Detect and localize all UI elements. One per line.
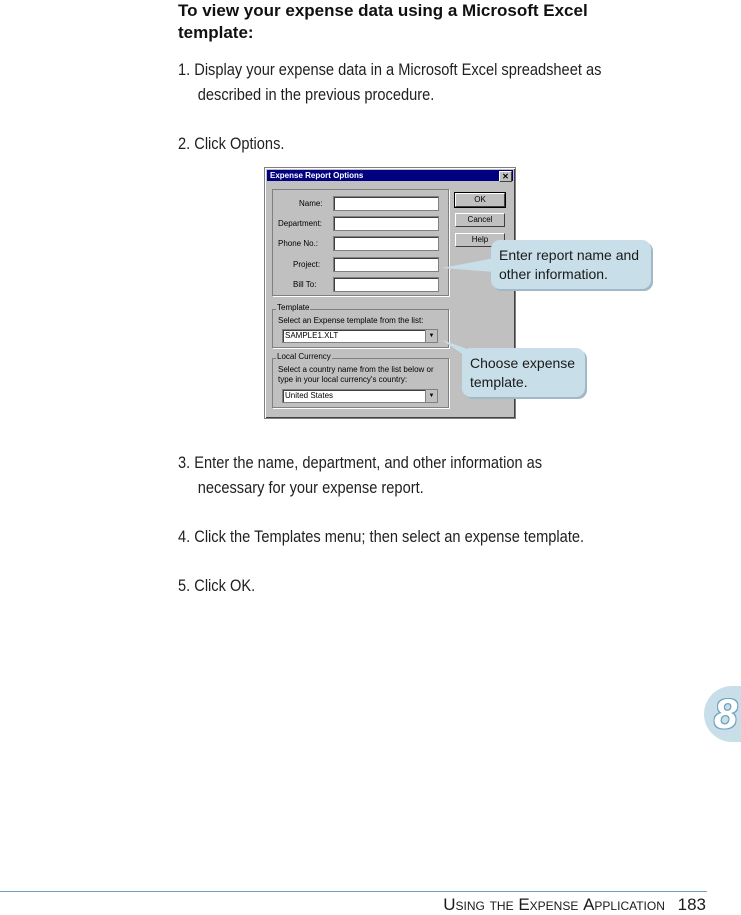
step-1-line-2: described in the previous procedure. [197,85,435,104]
department-label: Department: [278,219,323,228]
cancel-button[interactable]: Cancel [455,213,505,227]
bill-to-label: Bill To: [293,280,317,289]
project-field[interactable] [333,257,439,272]
phone-label: Phone No.: [278,239,319,248]
running-footer [443,895,706,915]
dialog-titlebar [267,170,513,181]
currency-select[interactable] [282,389,438,403]
chapter-number: 8 [714,690,738,737]
chevron-down-icon[interactable]: ▼ [425,390,437,402]
ok-button[interactable]: OK [455,193,505,207]
step-5: 5. Click OK. [178,576,256,595]
info-callout-pointer [442,258,495,272]
name-label: Name: [299,199,323,208]
step-1 [178,57,601,107]
currency-instruction-1: Select a country name from the list below or [278,365,434,374]
step-3-line-1: 3. Enter the name, department, and other information as [178,453,543,472]
currency-selected-value: United States [285,391,334,400]
template-callout-line-2: template. [470,374,528,390]
footer-rule [0,891,707,892]
step-3-line-2: necessary for your expense report. [197,478,424,497]
step-4: 4. Click the Templates menu; then select an expense template. [178,527,585,546]
heading-line-2: template: [178,23,254,42]
footer-title: Using the Expense Application [443,895,665,914]
close-icon[interactable]: ✕ [499,171,512,182]
template-callout-line-1: Choose expense [470,355,576,371]
step-1-line-1: 1. Display your expense data in a Microsoft Excel spreadsheet as [178,60,602,79]
info-callout [491,240,651,289]
template-legend: Template [277,303,310,312]
template-selected-value: SAMPLE1.XLT [285,331,339,340]
phone-field[interactable] [333,236,439,251]
help-button[interactable]: Help [455,233,505,247]
project-label: Project: [293,260,321,269]
department-field[interactable] [333,216,439,231]
info-callout-line-2: other information. [499,266,608,282]
heading-line-1: To view your expense data using a Microsoft Excel [178,1,588,20]
step-3 [178,450,542,500]
chevron-down-icon[interactable]: ▼ [425,330,437,342]
template-select[interactable] [282,329,438,343]
dialog-title: Expense Report Options [270,171,364,180]
template-instruction: Select an Expense template from the list: [278,316,424,325]
bill-to-field[interactable] [333,277,439,292]
page-number: 183 [677,895,706,914]
step-2: 2. Click Options. [178,134,285,153]
currency-legend: Local Currency [277,352,331,361]
currency-instruction-2: type in your local currency's country: [278,375,408,384]
name-field[interactable] [333,196,439,211]
info-callout-line-1: Enter report name and [499,247,640,263]
procedure-heading [178,0,648,44]
template-callout [462,348,585,397]
